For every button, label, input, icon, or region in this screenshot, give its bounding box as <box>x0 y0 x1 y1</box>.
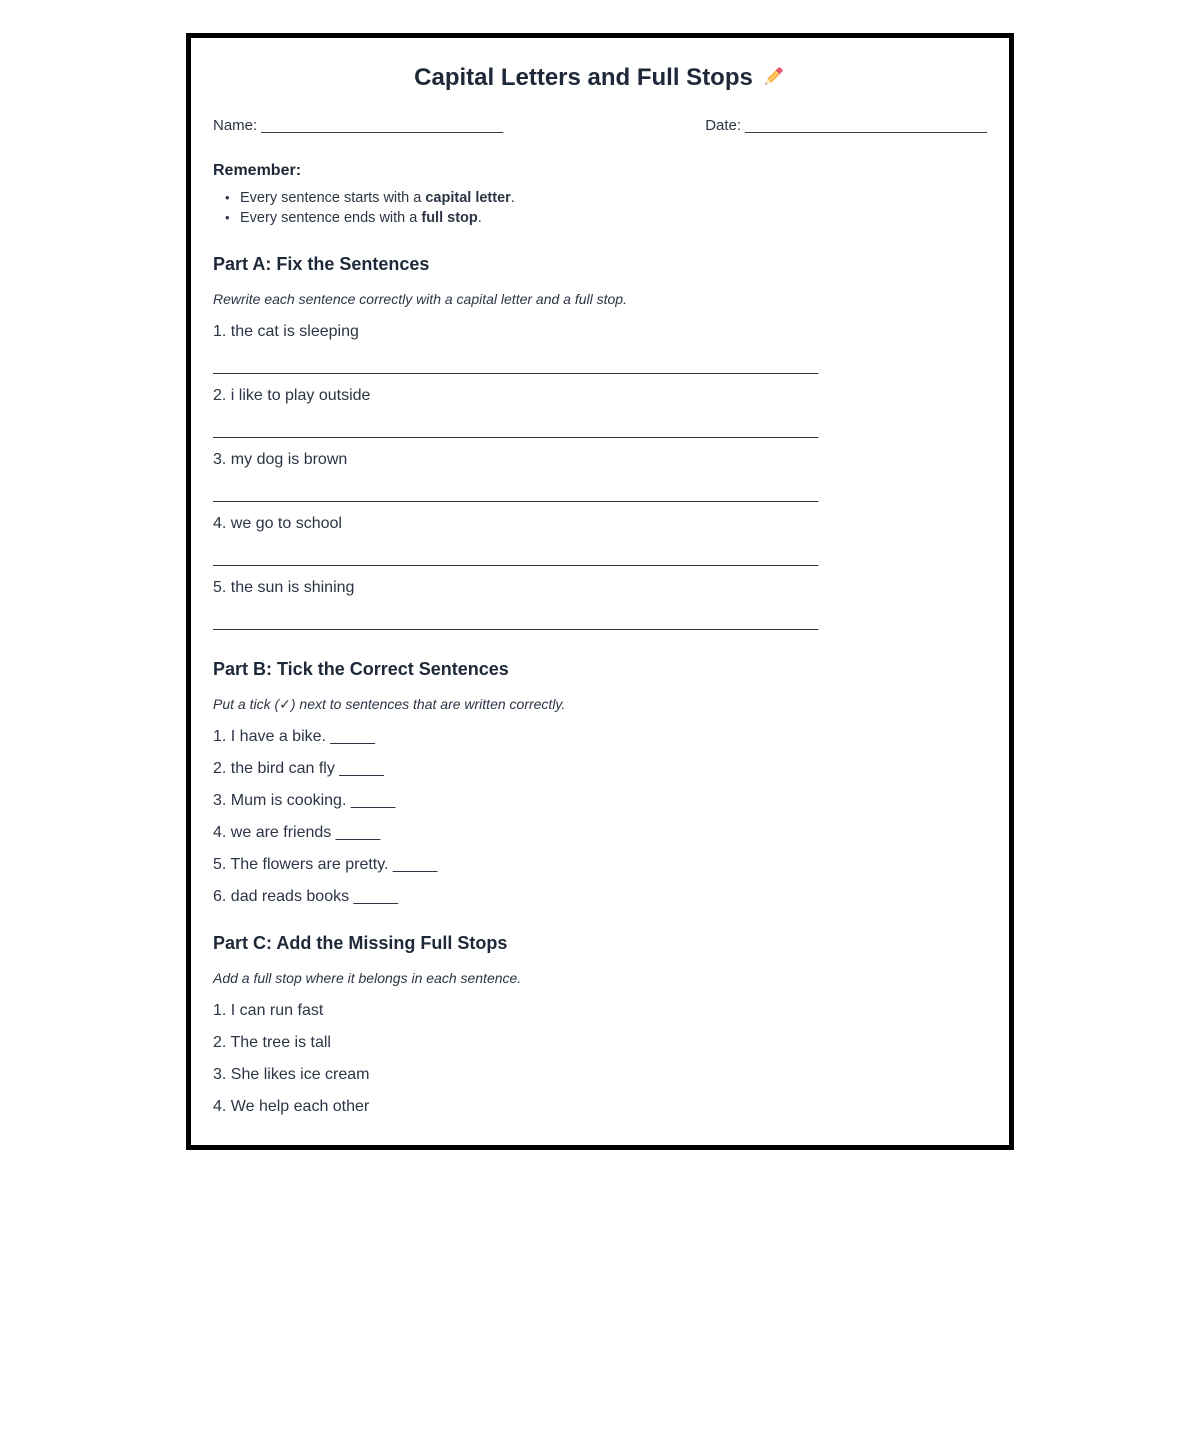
part-a-heading: Part A: Fix the Sentences <box>213 254 430 274</box>
remember-item-text: Every sentence ends with a <box>240 210 422 226</box>
part-c-instruction: Add a full stop where it belongs in each sentence. <box>213 970 522 986</box>
remember-item <box>225 188 987 208</box>
fix-sentence-text: 2. i like to play outside <box>213 387 371 404</box>
part-c-heading: Part C: Add the Missing Full Stops <box>213 933 508 953</box>
fix-sentence-text: 5. the sun is shining <box>213 579 355 596</box>
answer-line: ____________________________________________________________________ <box>213 358 819 375</box>
name-field <box>213 116 503 136</box>
part-a-instruction: Rewrite each sentence correctly with a capital letter and a full stop. <box>213 291 627 307</box>
name-date-row <box>213 116 987 136</box>
remember-item-end: . <box>477 210 482 226</box>
remember-list <box>213 188 987 228</box>
page-title <box>213 62 987 94</box>
fix-sentence-item <box>213 386 987 441</box>
name-label: Name: <box>213 117 258 134</box>
tick-sentence-item: 5. The flowers are pretty. _____ <box>213 856 438 873</box>
remember-item-bold: capital letter <box>425 190 511 206</box>
fix-sentence-text: 4. we go to school <box>213 515 342 532</box>
date-line: _____________________________ <box>745 117 987 134</box>
remember-item-text: Every sentence starts with a <box>240 190 426 206</box>
tick-sentence-item: 4. we are friends _____ <box>213 824 381 841</box>
tick-sentence-item: 6. dad reads books _____ <box>213 888 399 905</box>
fix-sentence-text: 3. my dog is brown <box>213 451 348 468</box>
pencil-icon <box>760 64 786 90</box>
part-b-heading: Part B: Tick the Correct Sentences <box>213 659 509 679</box>
remember-item-end: . <box>510 190 515 206</box>
answer-line: ____________________________________________________________________ <box>213 486 819 503</box>
tick-sentence-item: 1. I have a bike. _____ <box>213 728 375 745</box>
remember-item-bold: full stop <box>421 210 478 226</box>
answer-line: ____________________________________________________________________ <box>213 422 819 439</box>
name-line: _____________________________ <box>261 117 504 134</box>
fullstop-sentence-item: 1. I can run fast <box>213 1002 324 1019</box>
page-title-text: Capital Letters and Full Stops <box>414 64 753 91</box>
remember-item <box>225 208 987 228</box>
fix-sentence-item <box>213 578 987 633</box>
fullstop-sentence-item: 2. The tree is tall <box>213 1034 331 1051</box>
answer-line: ____________________________________________________________________ <box>213 550 819 567</box>
fix-sentence-text: 1. the cat is sleeping <box>213 323 359 340</box>
remember-heading: Remember: <box>213 162 302 179</box>
fullstop-sentence-item: 4. We help each other <box>213 1098 370 1115</box>
fix-sentence-item <box>213 322 987 377</box>
tick-sentence-item: 2. the bird can fly _____ <box>213 760 384 777</box>
date-label: Date: <box>705 117 742 134</box>
part-b-instruction: Put a tick (✓) next to sentences that are written correctly. <box>213 696 566 712</box>
fix-sentence-item <box>213 514 987 569</box>
answer-line: ____________________________________________________________________ <box>213 614 819 631</box>
date-field <box>705 116 987 136</box>
fix-sentence-item <box>213 450 987 505</box>
fullstop-sentence-item: 3. She likes ice cream <box>213 1066 370 1083</box>
tick-sentence-item: 3. Mum is cooking. _____ <box>213 792 396 809</box>
worksheet-page <box>186 33 1014 1150</box>
